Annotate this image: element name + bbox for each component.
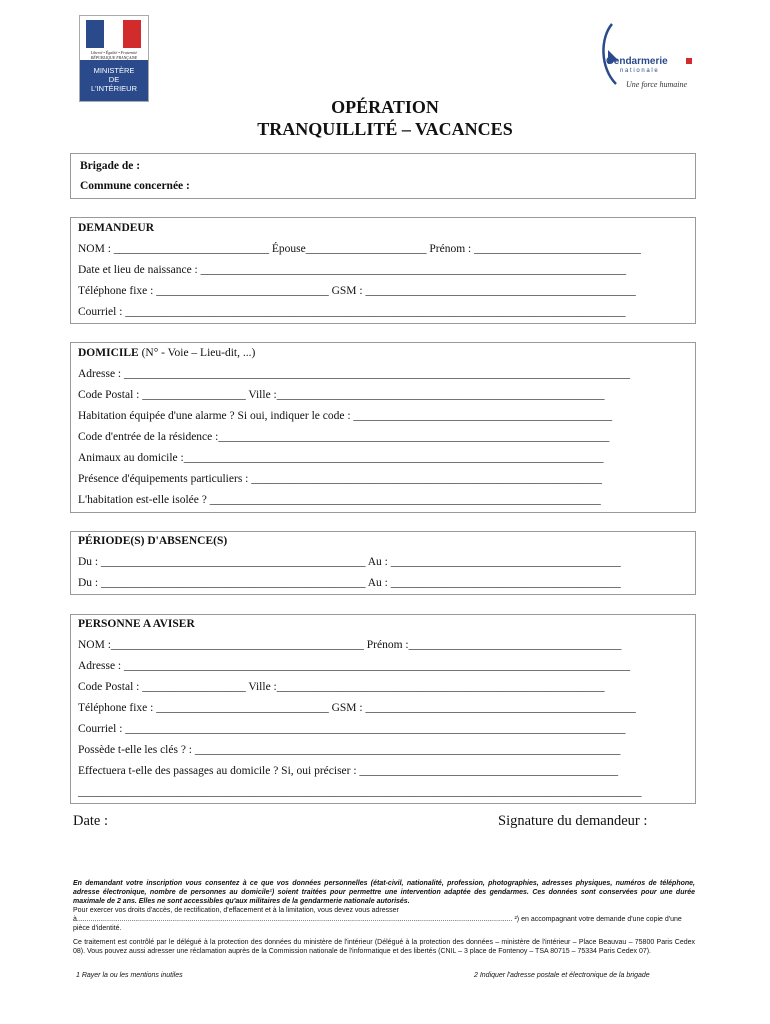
- periode-header: PÉRIODE(S) D'ABSENCE(S): [78, 535, 228, 547]
- signature-label: Signature du demandeur :: [498, 813, 648, 829]
- personne-extra-line[interactable]: __________________________________________________________________________________________________: [78, 786, 642, 798]
- ministry-logo: [79, 15, 149, 102]
- gendarmerie-sub: n a t i o n a l e: [620, 68, 658, 74]
- personne-header: PERSONNE A AVISER: [78, 618, 195, 630]
- brigade-field[interactable]: Brigade de :: [80, 160, 141, 172]
- gendarmerie-name: Gendarmerie: [606, 56, 668, 67]
- personne-phone-line[interactable]: Téléphone fixe : ______________________________ GSM : _______________________________________________: [78, 702, 636, 714]
- commune-field[interactable]: Commune concernée :: [80, 180, 190, 192]
- page-title-line1: OPÉRATION: [331, 97, 439, 117]
- date-label: Date :: [73, 813, 109, 829]
- gendarmerie-slogan: Une force humaine: [626, 80, 688, 89]
- consent-paragraph: En demandant votre inscription vous consentez à ce que vos données personnelles (état-civil, nationalité, profession, photographies, adresses physiques, numéros de téléphone, adresse électronique, nombre de personnes au domicile¹) soient traitées pour permettre une intervention adaptée des gendarmes. Ces données sont conservées pour une durée maximale de 2 ans. Elles ne sont accessibles qu'aux militaires de la gendarmerie nationale autorisés.: [73, 880, 695, 905]
- periode-line-2[interactable]: Du : ______________________________________________ Au : ________________________________________: [78, 577, 621, 589]
- footnote-1: 1 Rayer la ou les mentions inutiles: [76, 972, 183, 979]
- brigade-section: [70, 153, 696, 199]
- personne-postal-line[interactable]: Code Postal : __________________ Ville :_________________________________________________________: [78, 681, 605, 693]
- domicile-animals-line[interactable]: Animaux au domicile :_________________________________________________________________________: [78, 452, 604, 464]
- demandeur-phone-line[interactable]: Téléphone fixe : ______________________________ GSM : _______________________________________________: [78, 285, 636, 297]
- rights-paragraph: Pour exercer vos droits d'accès, de rectification, d'effacement et à la limitation, vous devez vous adresser: [73, 907, 399, 914]
- personne-address-line[interactable]: Adresse : ________________________________________________________________________________________: [78, 660, 630, 672]
- domicile-postal-line[interactable]: Code Postal : __________________ Ville :_________________________________________________________: [78, 389, 605, 401]
- demandeur-name-line[interactable]: NOM : ___________________________ Épouse_____________________ Prénom : _____________________________: [78, 243, 641, 255]
- domicile-isolated-line[interactable]: L'habitation est-elle isolée ? ____________________________________________________________________: [78, 494, 601, 506]
- domicile-address-line[interactable]: Adresse : ________________________________________________________________________________________: [78, 368, 630, 380]
- domicile-alarm-line[interactable]: Habitation équipée d'une alarme ? Si oui, indiquer le code : _____________________________________________: [78, 410, 613, 422]
- ministry-motto: Liberté • Égalité • Fraternité RÉPUBLIQUE FRANÇAISE: [90, 50, 138, 60]
- personne-visits-line[interactable]: Effectuera t-elle des passages au domicile ? Si, oui préciser : _____________________________________________: [78, 765, 619, 777]
- page-title-line2: TRANQUILLITÉ – VACANCES: [257, 119, 513, 139]
- domicile-code-line[interactable]: Code d'entrée de la résidence :____________________________________________________________________: [78, 431, 610, 443]
- periode-line-1[interactable]: Du : ______________________________________________ Au : ________________________________________: [78, 556, 621, 568]
- domicile-header-title: DOMICILE: [78, 347, 139, 359]
- french-flag-icon: [86, 20, 141, 48]
- dpo-paragraph: Ce traitement est contrôlé par le délégué à la protection des données du ministère de l'intérieur (Délégué à la protection des données – ministère de l'intérieur – Place Beauvau – 75800 Paris Cedex 08). Vous pouvez aussi adresser une réclamation auprès de la Commission nationale de l'informatique et des libertés (CNIL – 3 place de Fontenoy – TSA 80715 – 75334 Paris Cedex 07).: [73, 939, 695, 955]
- domicile-header: [78, 347, 255, 359]
- gendarmerie-logo: [598, 20, 698, 100]
- ministry-name: MINISTÈRE DE L'INTÉRIEUR: [80, 60, 148, 101]
- personne-keys-line[interactable]: Possède t-elle les clés ? : __________________________________________________________________________: [78, 744, 621, 756]
- demandeur-birth-line[interactable]: Date et lieu de naissance : __________________________________________________________________________: [78, 264, 627, 276]
- personne-name-line[interactable]: NOM :____________________________________________ Prénom :_____________________________________: [78, 639, 622, 651]
- domicile-equipment-line[interactable]: Présence d'équipements particuliers : _____________________________________________________________: [78, 473, 602, 485]
- personne-email-line[interactable]: Courriel : _______________________________________________________________________________________: [78, 723, 626, 735]
- demandeur-email-line[interactable]: Courriel : _______________________________________________________________________________________: [78, 306, 626, 318]
- footnote-2: 2 Indiquer l'adresse postale et électronique de la brigade: [474, 972, 650, 979]
- demandeur-header: DEMANDEUR: [78, 222, 155, 234]
- domicile-header-note: (N° - Voie – Lieu-dit, ...): [138, 347, 256, 359]
- rights-address-paragraph: à................................................................................................................................................................................................................................ ²) en accompagnant votre demande d'une copie d'une pièce d'identité.: [73, 916, 682, 932]
